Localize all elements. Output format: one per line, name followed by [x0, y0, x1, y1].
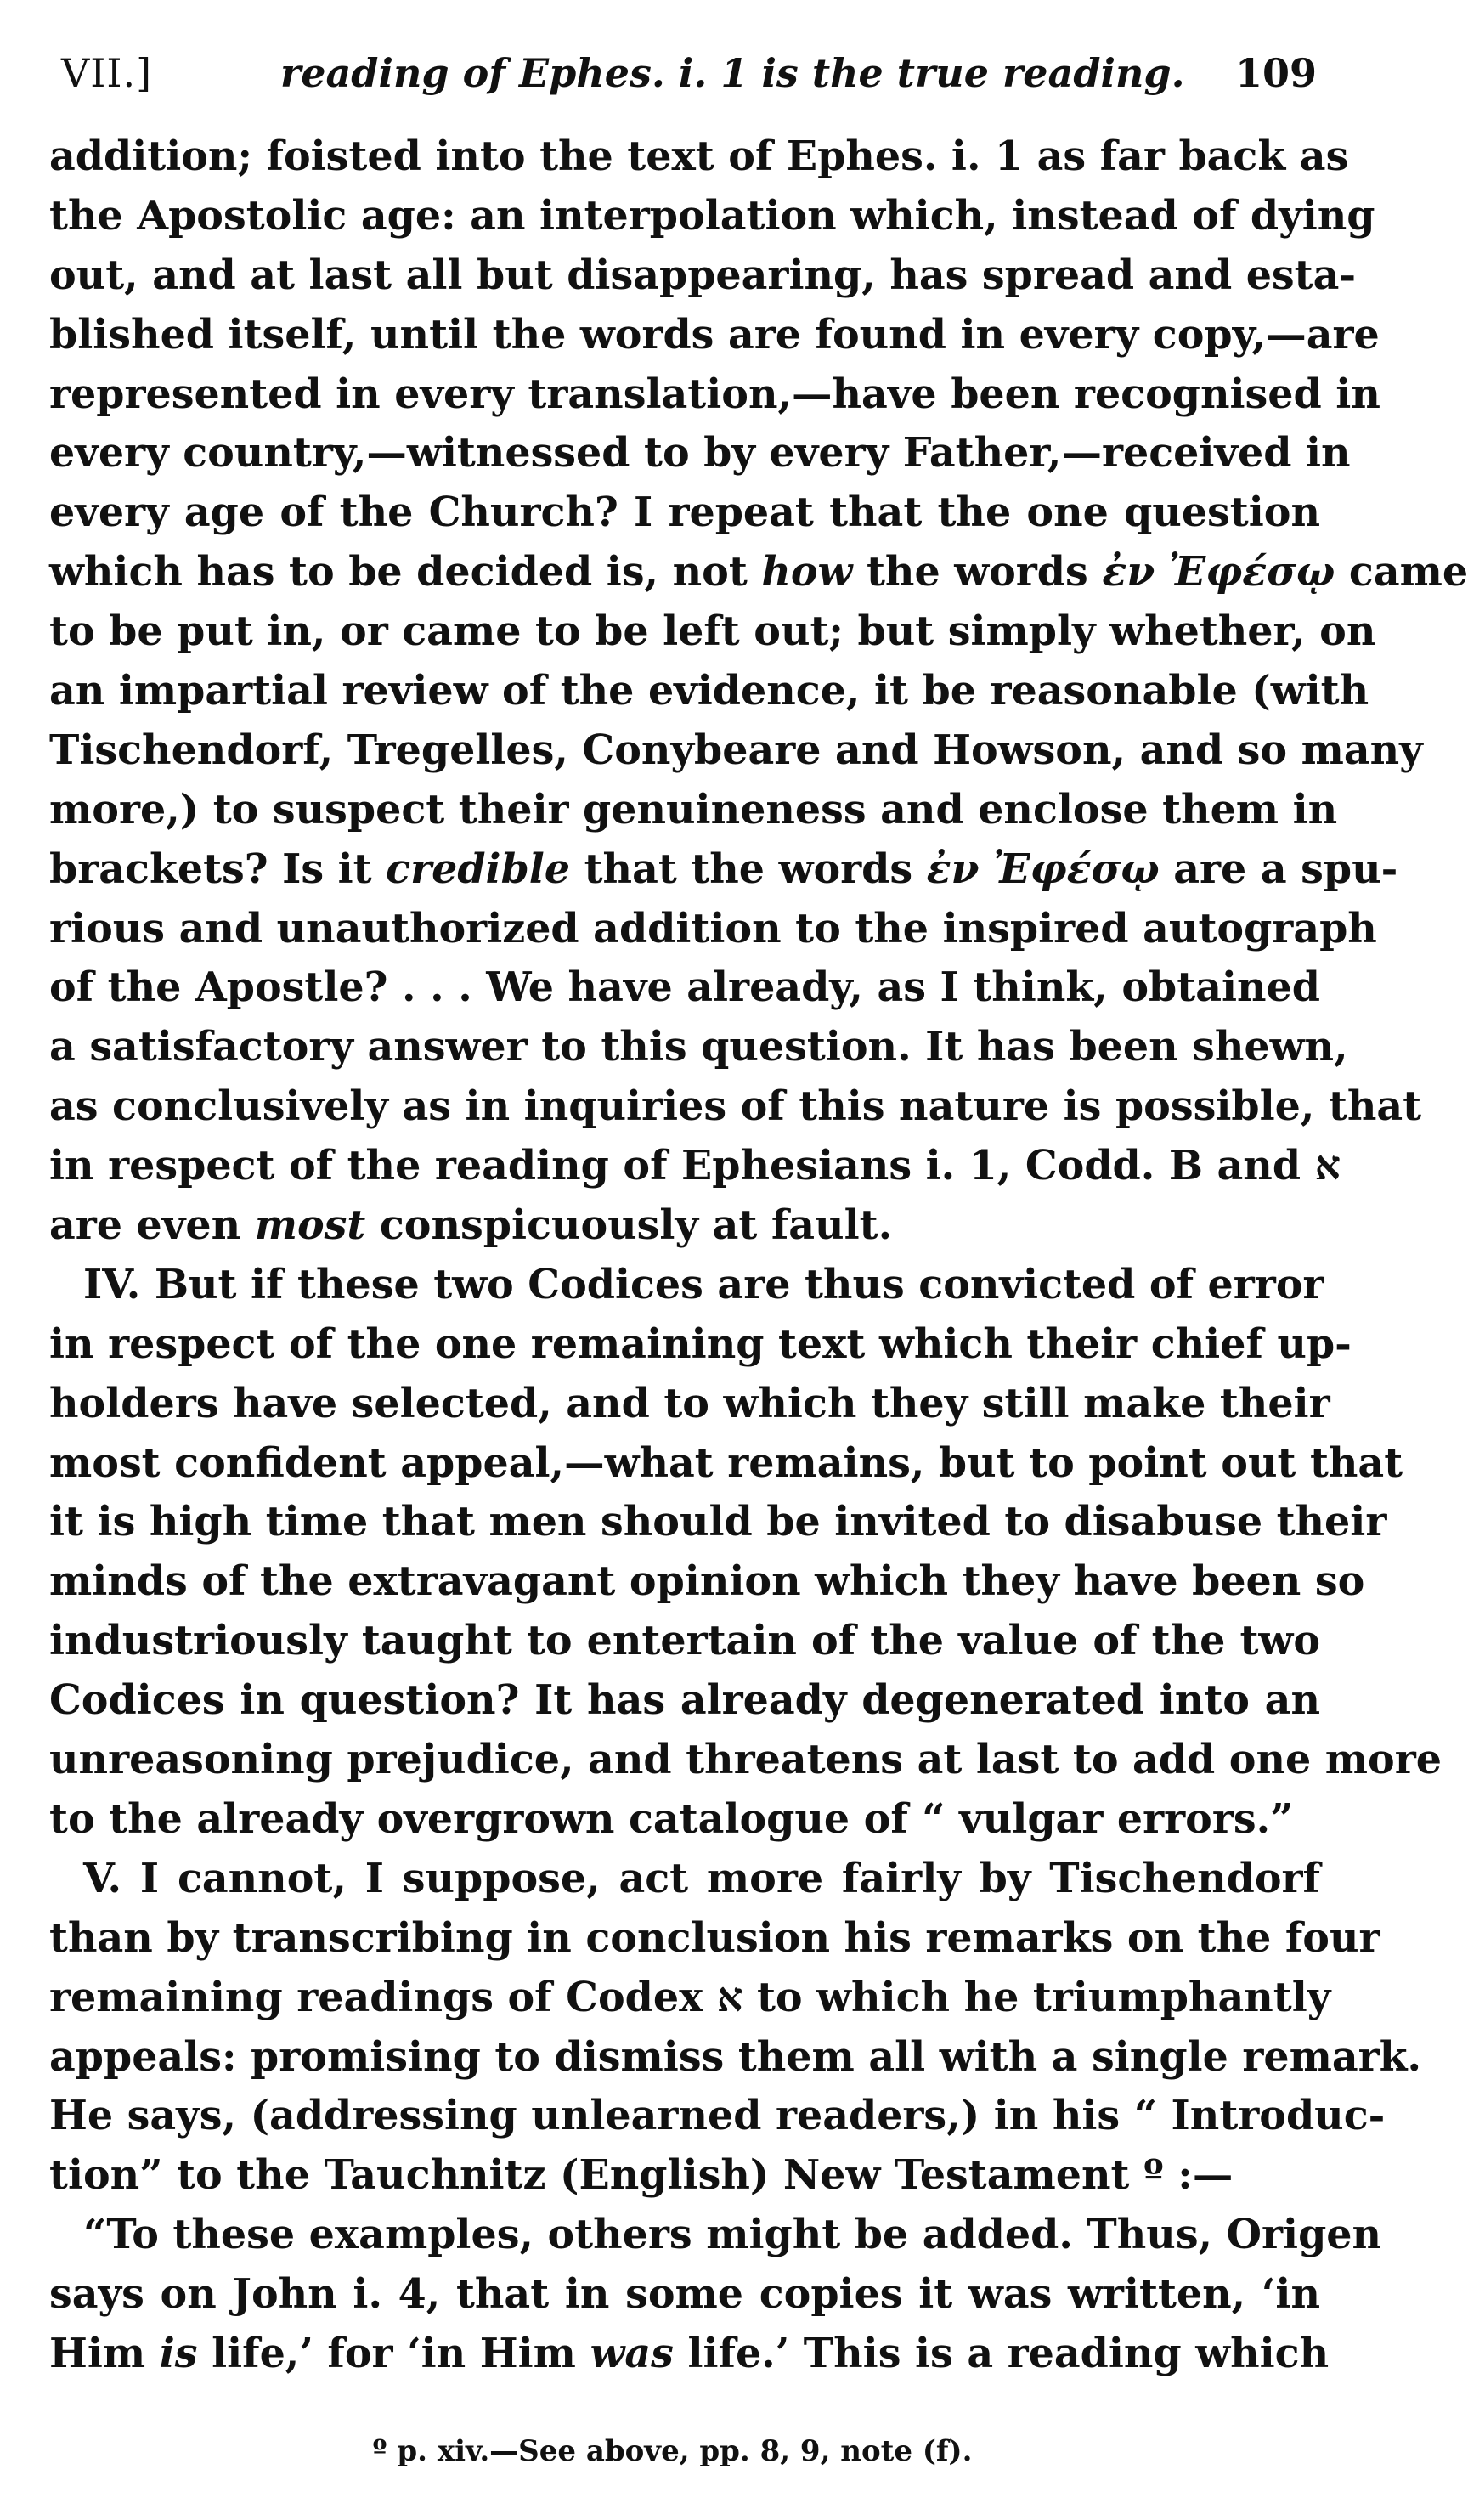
text-segment: remaining readings of Codex א to which he triumphantly	[49, 1973, 1331, 2021]
text-line	[49, 246, 1357, 306]
text-segment: minds of the extravagant opinion which they have been so	[49, 1557, 1365, 1606]
text-segment: than by transcribing in conclusion his remarks on the four	[49, 1913, 1380, 1962]
text-segment: came	[1335, 548, 1468, 596]
italic-text: was	[590, 2329, 674, 2377]
text-segment: of the Apostle? . . . We have already, as I think, obtained	[49, 963, 1320, 1012]
text-segment: blished itself, until the words are found in every copy,—are	[49, 310, 1380, 359]
text-segment: more,) to suspect their genuineness and enclose them in	[49, 785, 1338, 833]
footnote: º p. xiv.—See above, pp. 8, 9, note (f).	[372, 2434, 973, 2468]
text-segment: IV. But if these two Codices are thus convicted of error	[83, 1260, 1324, 1308]
text-segment: are a spu-	[1159, 845, 1398, 893]
text-line	[49, 1196, 1320, 1256]
text-segment: appeals: promising to dismiss them all with a single remark.	[49, 2032, 1422, 2081]
text-segment: every country,—witnessed to by every Father,—received in	[49, 429, 1351, 477]
text-segment: conspicuously at fault.	[365, 1201, 893, 1250]
text-segment: tion” to the Tauchnitz (English) New Testament º :—	[49, 2151, 1234, 2200]
text-segment: represented in every translation,—have been recognised in	[49, 370, 1380, 418]
text-line	[49, 1077, 1422, 1137]
text-segment: are even	[49, 1201, 255, 1250]
text-line	[49, 127, 1349, 187]
text-line	[49, 1375, 1330, 1434]
text-segment: “To these examples, others might be added. Thus, Origen	[83, 2211, 1382, 2259]
text-line	[49, 840, 1398, 900]
text-line	[49, 1137, 1341, 1196]
text-line	[49, 365, 1380, 425]
text-segment: He says, (addressing unlearned readers,) in his “ Introduc-	[49, 2092, 1386, 2140]
text-segment: in respect of the reading of Ephesians i. 1, Codd. B and א	[49, 1142, 1341, 1190]
text-line	[49, 424, 1351, 483]
text-segment: an impartial review of the evidence, it be reasonable (with	[49, 667, 1369, 715]
running-title: reading of Ephes. i. 1 is the true reading.	[280, 50, 1185, 96]
text-line	[49, 900, 1377, 959]
text-line	[49, 1434, 1403, 1494]
text-line	[49, 2146, 1320, 2206]
text-line	[49, 2325, 1330, 2384]
text-line	[49, 2265, 1320, 2325]
text-segment: unreasoning prejudice, and threatens at last to add one more	[49, 1736, 1442, 1784]
text-line	[49, 1671, 1320, 1731]
running-header	[61, 39, 1317, 107]
text-segment: rious and unauthorized addition to the inspired autograph	[49, 904, 1377, 952]
text-segment: addition; foisted into the text of Ephes. i. 1 as far back as	[49, 133, 1349, 180]
text-line	[49, 1256, 1324, 1315]
text-line	[49, 781, 1338, 840]
text-segment: it is high time that men should be invited to disabuse their	[49, 1498, 1387, 1546]
text-segment: the words	[852, 548, 1103, 596]
italic-text: is	[159, 2329, 198, 2377]
text-segment: as conclusively as in inquiries of this nature is possible, that	[49, 1082, 1422, 1131]
text-segment: life.’ This is a reading which	[673, 2329, 1330, 2377]
text-line	[49, 1909, 1380, 1969]
text-segment: to the already overgrown catalogue of “ vulgar errors.”	[49, 1794, 1294, 1843]
text-segment: holders have selected, and to which they still make their	[49, 1379, 1330, 1427]
text-segment: Him	[49, 2329, 160, 2377]
text-segment: the Apostolic age: an interpolation which, instead of dying	[49, 191, 1375, 240]
text-line	[49, 958, 1320, 1018]
text-line	[49, 1018, 1348, 1077]
text-segment: V. I cannot, I suppose, act more fairly by Tischendorf	[83, 1854, 1320, 1902]
text-segment: Codices in question? It has already degenerated into an	[49, 1676, 1320, 1725]
text-line	[49, 602, 1376, 662]
text-line	[49, 1731, 1442, 1790]
text-line	[49, 2206, 1382, 2265]
text-segment: says on John i. 4, that in some copies it was written, ‘in	[49, 2270, 1320, 2319]
text-segment: in respect of the one remaining text which their chief up-	[49, 1319, 1352, 1368]
text-line	[49, 187, 1375, 246]
text-line	[49, 2028, 1422, 2088]
italic-text: ἐν Ἐφέσῳ	[1102, 548, 1335, 596]
italic-text: credible	[386, 845, 571, 893]
text-segment: to be put in, or came to be left out; but simply whether, on	[49, 607, 1376, 656]
text-segment: every age of the Church? I repeat that the one question	[49, 489, 1320, 537]
text-segment: industriously taught to entertain of the value of the two	[49, 1617, 1320, 1665]
text-line	[49, 1969, 1331, 2028]
text-line	[49, 1552, 1365, 1612]
text-segment: out, and at last all but disappearing, has spread and esta-	[49, 251, 1357, 299]
text-line	[49, 662, 1369, 721]
italic-text: how	[761, 548, 853, 596]
text-line	[49, 1493, 1387, 1552]
text-segment: Tischendorf, Tregelles, Conybeare and Howson, and so many	[49, 726, 1423, 774]
text-segment: brackets? Is it	[49, 845, 387, 893]
text-line	[49, 543, 1468, 602]
text-line	[49, 1790, 1320, 1850]
text-line	[49, 1315, 1352, 1375]
body-text	[49, 127, 1468, 2384]
text-line	[49, 721, 1423, 781]
text-segment: a satisfactory answer to this question. It has been shewn,	[49, 1023, 1348, 1071]
text-line	[49, 2087, 1386, 2146]
text-line	[49, 483, 1320, 543]
chapter-marker: VII.]	[61, 50, 153, 96]
text-segment: life,’ for ‘in Him	[197, 2329, 590, 2377]
text-line	[49, 1850, 1320, 1909]
italic-text: ἐν Ἐφέσῳ	[926, 845, 1160, 893]
text-segment: that the words	[570, 845, 927, 893]
text-line	[49, 306, 1380, 365]
page-number: 109	[1234, 50, 1317, 96]
italic-text: most	[254, 1201, 366, 1250]
text-segment: which has to be decided is, not	[49, 548, 762, 596]
text-line	[49, 1612, 1320, 1671]
text-segment: most confident appeal,—what remains, but to point out that	[49, 1438, 1403, 1487]
